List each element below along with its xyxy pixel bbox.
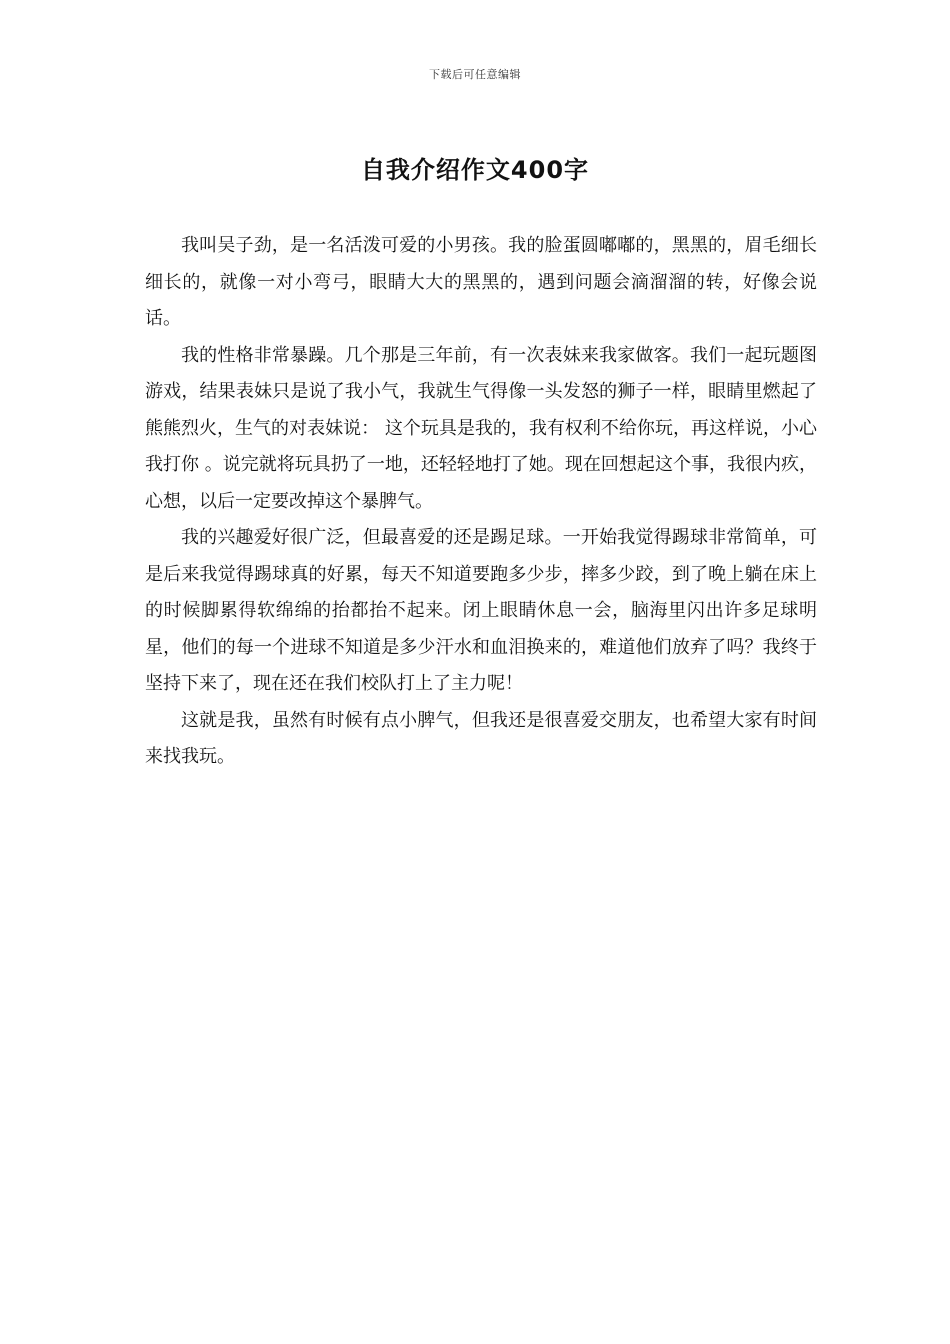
paragraph-personality: 我的性格非常暴躁。几个那是三年前，有一次表妹来我家做客。我们一起玩题图游戏，结果表妹只是说了我小气，我就生气得像一头发怒的狮子一样，眼睛里燃起了熊熊烈火，生气的对表妹说： 这个玩具是我的，我有权利不给你玩，再这样说，小心我打你 。说完就将玩具扔了一地，还轻轻地打了她。现在回想起这个事，我很内疚，心想，以后一定要改掉这个暴脾气。 bbox=[145, 344, 817, 512]
header-note: 下载后可任意编辑 bbox=[429, 68, 521, 81]
paragraph-conclusion: 这就是我，虽然有时候有点小脾气，但我还是很喜爱交朋友，也希望大家有时间来找我玩。 bbox=[145, 709, 817, 767]
document-title: 自我介绍作文400字 bbox=[360, 156, 590, 184]
paragraph-intro: 我叫吴子劲，是一名活泼可爱的小男孩。我的脸蛋圆嘟嘟的，黑黑的，眉毛细长细长的，就像一对小弯弓，眼睛大大的黑黑的，遇到问题会滴溜溜的转，好像会说话。 bbox=[145, 235, 817, 329]
essay-body bbox=[145, 228, 817, 776]
paragraph-hobbies: 我的兴趣爱好很广泛，但最喜爱的还是踢足球。一开始我觉得踢球非常简单，可是后来我觉得踢球真的好累，每天不知道要跑多少步，摔多少跤，到了晚上躺在床上的时候脚累得软绵绵的抬都抬不起来。闭上眼睛休息一会，脑海里闪出许多足球明星，他们的每一个进球不知道是多少汗水和血泪换来的，难道他们放弃了吗？我终于坚持下来了，现在还在我们校队打上了主力呢！ bbox=[145, 527, 817, 694]
